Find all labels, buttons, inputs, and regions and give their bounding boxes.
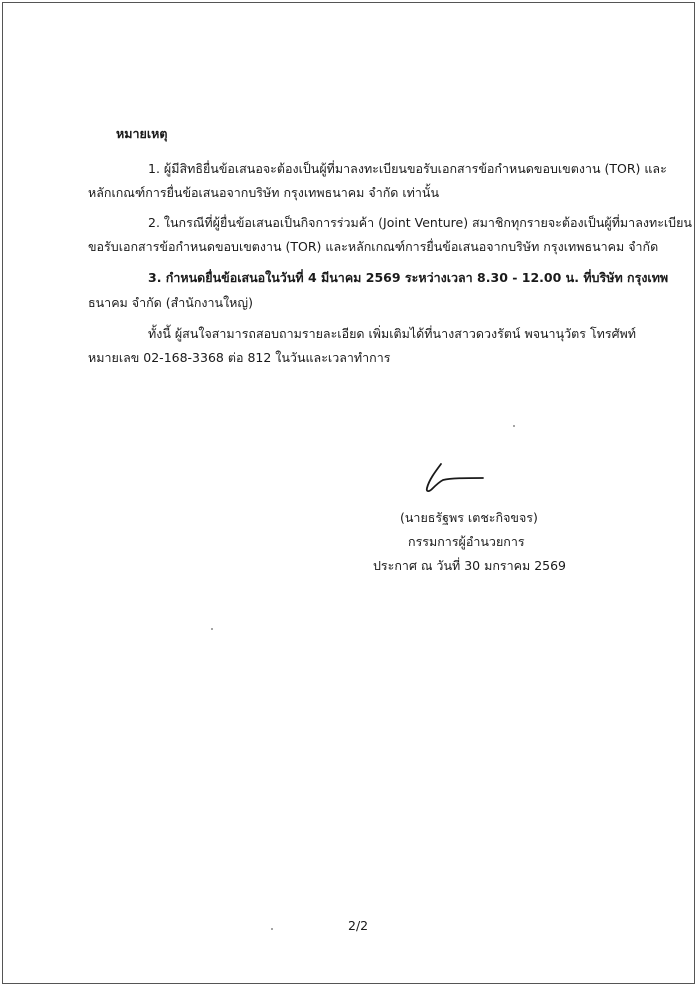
signatory-position: กรรมการผู้อำนวยการ xyxy=(408,534,525,549)
scan-speck xyxy=(211,628,213,630)
handwritten-signature xyxy=(403,458,583,498)
scan-speck xyxy=(513,425,515,427)
page-number: 2/2 xyxy=(348,918,369,933)
note-item-3-line-1: 3. กำหนดยื่นข้อเสนอในวันที่ 4 มีนาคม 2569 ระหว่างเวลา 8.30 - 12.00 น. ที่บริษัท กรุงเทพ xyxy=(148,270,669,285)
announcement-date: ประกาศ ณ วันที่ 30 มกราคม 2569 xyxy=(373,558,567,573)
note-item-3-line-2: ธนาคม จำกัด (สำนักงานใหญ่) xyxy=(88,295,253,310)
document-page xyxy=(2,2,695,984)
signatory-name: (นายธรัฐพร เตชะกิจขจร) xyxy=(400,510,538,525)
note-item-1-line-1: 1. ผู้มีสิทธิยื่นข้อเสนอจะต้องเป็นผู้ที่มาลงทะเบียนขอรับเอกสารข้อกำหนดขอบเขตงาน (TOR) และ xyxy=(148,161,667,176)
contact-line-1: ทั้งนี้ ผู้สนใจสามารถสอบถามรายละเอียด เพิ่มเติมได้ที่นางสาวดวงรัตน์ พจนานุวัตร โทรศัพท์ xyxy=(148,326,637,341)
notes-heading: หมายเหตุ xyxy=(116,126,168,141)
note-item-1-line-2: หลักเกณฑ์การยื่นข้อเสนอจากบริษัท กรุงเทพธนาคม จำกัด เท่านั้น xyxy=(88,185,440,200)
note-item-2-line-2: ขอรับเอกสารข้อกำหนดขอบเขตงาน (TOR) และหลักเกณฑ์การยื่นข้อเสนอจากบริษัท กรุงเทพธนาคม จำกัด xyxy=(88,239,659,254)
scan-speck xyxy=(271,928,273,930)
note-item-2-line-1: 2. ในกรณีที่ผู้ยื่นข้อเสนอเป็นกิจการร่วมค้า (Joint Venture) สมาชิกทุกรายจะต้องเป็นผู้ที่มาลงทะเบียน xyxy=(148,215,692,230)
contact-line-2: หมายเลข 02-168-3368 ต่อ 812 ในวันและเวลาทำการ xyxy=(88,350,391,365)
